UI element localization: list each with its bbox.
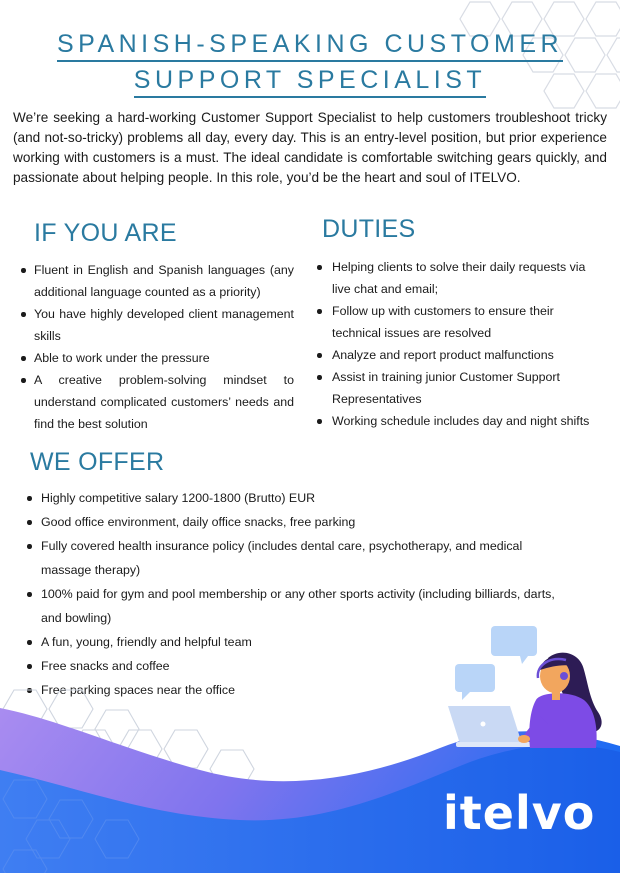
- duties-list: [332, 256, 602, 432]
- list-item: Follow up with customers to ensure their technical issues are resolved: [332, 300, 602, 344]
- title-line-2: SUPPORT SPECIALIST: [134, 64, 486, 98]
- list-item: Good office environment, daily office snacks, free parking: [41, 510, 571, 534]
- list-item: A creative problem-solving mindset to understand complicated customers’ needs and find the best solution: [34, 369, 294, 435]
- support-agent-illustration: [518, 653, 602, 748]
- list-item: Free snacks and coffee: [41, 654, 571, 678]
- list-item: Highly competitive salary 1200-1800 (Brutto) EUR: [41, 486, 571, 510]
- list-item: Working schedule includes day and night shifts: [332, 410, 602, 432]
- itelvo-logo: itelvo: [443, 786, 596, 840]
- list-item: Analyze and report product malfunctions: [332, 344, 602, 366]
- duties-heading: DUTIES: [322, 215, 416, 243]
- list-item: Fully covered health insurance policy (includes dental care, psychotherapy, and medical massage therapy): [41, 534, 571, 582]
- list-item: Assist in training junior Customer Support Representatives: [332, 366, 602, 410]
- list-item: Able to work under the pressure: [34, 347, 294, 369]
- list-item: Free parking spaces near the office: [41, 678, 571, 702]
- list-item: Helping clients to solve their daily requests via live chat and email;: [332, 256, 602, 300]
- if-you-are-heading: IF YOU ARE: [34, 219, 177, 247]
- list-item: You have highly developed client management skills: [34, 303, 294, 347]
- title-line-1: SPANISH-SPEAKING CUSTOMER: [57, 28, 563, 62]
- page-title: [0, 26, 620, 98]
- list-item: 100% paid for gym and pool membership or any other sports activity (including billiards, darts, and bowling): [41, 582, 571, 630]
- intro-paragraph: We’re seeking a hard-working Customer Support Specialist to help customers troubleshoot tricky (and not-so-tricky) problems all day, every day. This is an entry-level position, but prior experience working with customers is a must. The ideal candidate is comfortable switching gears quickly, and passionate about helping people. In this role, you’d be the heart and soul of ITELVO.: [13, 110, 607, 185]
- chat-bubble-icon: [455, 626, 537, 700]
- list-item: A fun, young, friendly and helpful team: [41, 630, 571, 654]
- if-you-are-list: [34, 259, 294, 435]
- we-offer-heading: WE OFFER: [30, 448, 165, 476]
- list-item: Fluent in English and Spanish languages (any additional language counted as a priority): [34, 259, 294, 303]
